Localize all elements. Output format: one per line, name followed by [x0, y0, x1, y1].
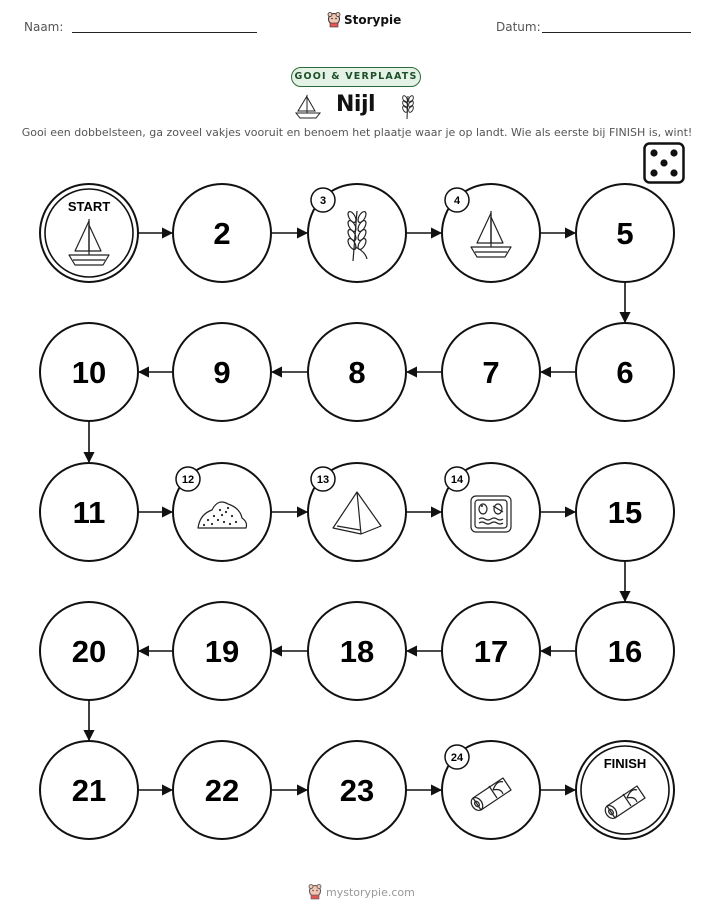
board-space-start[interactable] [40, 184, 138, 282]
space-number: 10 [71, 355, 107, 390]
brand-name: Storypie [344, 13, 402, 27]
space-number: 23 [339, 773, 375, 808]
space-number: 14 [450, 474, 464, 486]
space-number: 16 [607, 634, 643, 669]
board-space-23[interactable] [308, 741, 406, 839]
page-title: Nijl [336, 92, 376, 117]
date-label: Datum: [496, 20, 541, 34]
space-number: 11 [72, 495, 106, 530]
space-number: 17 [473, 634, 509, 669]
footer [308, 884, 415, 900]
space-number: 13 [316, 474, 330, 486]
board-space-12[interactable] [173, 463, 271, 561]
space-number: 24 [450, 752, 464, 764]
space-number: 12 [181, 474, 195, 486]
board-space-11[interactable] [40, 463, 138, 561]
board-space-13[interactable] [308, 463, 406, 561]
footer-url[interactable]: mystorypie.com [326, 885, 415, 899]
space-number: 19 [204, 634, 240, 669]
space-number: 8 [348, 355, 366, 390]
board-space-17[interactable] [442, 602, 540, 700]
board-space-16[interactable] [576, 602, 674, 700]
board-space-5[interactable] [576, 184, 674, 282]
board-space-4[interactable] [442, 184, 540, 282]
space-number: 20 [71, 634, 107, 669]
board-space-2[interactable] [173, 184, 271, 282]
board-space-24[interactable] [442, 741, 540, 839]
board-space-10[interactable] [40, 323, 138, 421]
board-space-18[interactable] [308, 602, 406, 700]
board-space-finish[interactable] [576, 741, 674, 839]
board-space-3[interactable] [308, 184, 406, 282]
space-number: 5 [616, 216, 634, 251]
board-space-8[interactable] [308, 323, 406, 421]
board-space-15[interactable] [576, 463, 674, 561]
space-number: 21 [71, 773, 107, 808]
space-number: 4 [453, 195, 461, 207]
space-number: 7 [482, 355, 500, 390]
instructions: Gooi een dobbelsteen, ga zoveel vakjes vooruit en benoem het plaatje waar je op landt. Wie als eerste bij FINISH is, wint! [21, 126, 693, 139]
board-space-9[interactable] [173, 323, 271, 421]
board-space-19[interactable] [173, 602, 271, 700]
activity-badge: GOOI & VERPLAATS [291, 67, 421, 87]
space-number: 2 [213, 216, 231, 251]
space-number: 22 [204, 773, 240, 808]
board-space-14[interactable] [442, 463, 540, 561]
space-label: FINISH [603, 756, 647, 771]
space-number: 9 [213, 355, 231, 390]
space-number: 15 [607, 495, 643, 530]
space-number: 3 [319, 195, 327, 207]
space-number: 6 [616, 355, 634, 390]
space-label: START [67, 199, 111, 214]
board-space-21[interactable] [40, 741, 138, 839]
space-number: 18 [339, 634, 375, 669]
board-space-20[interactable] [40, 602, 138, 700]
name-label: Naam: [24, 20, 64, 34]
storypie-mascot-icon [308, 884, 322, 900]
board-space-7[interactable] [442, 323, 540, 421]
board-space-22[interactable] [173, 741, 271, 839]
board-space-6[interactable] [576, 323, 674, 421]
